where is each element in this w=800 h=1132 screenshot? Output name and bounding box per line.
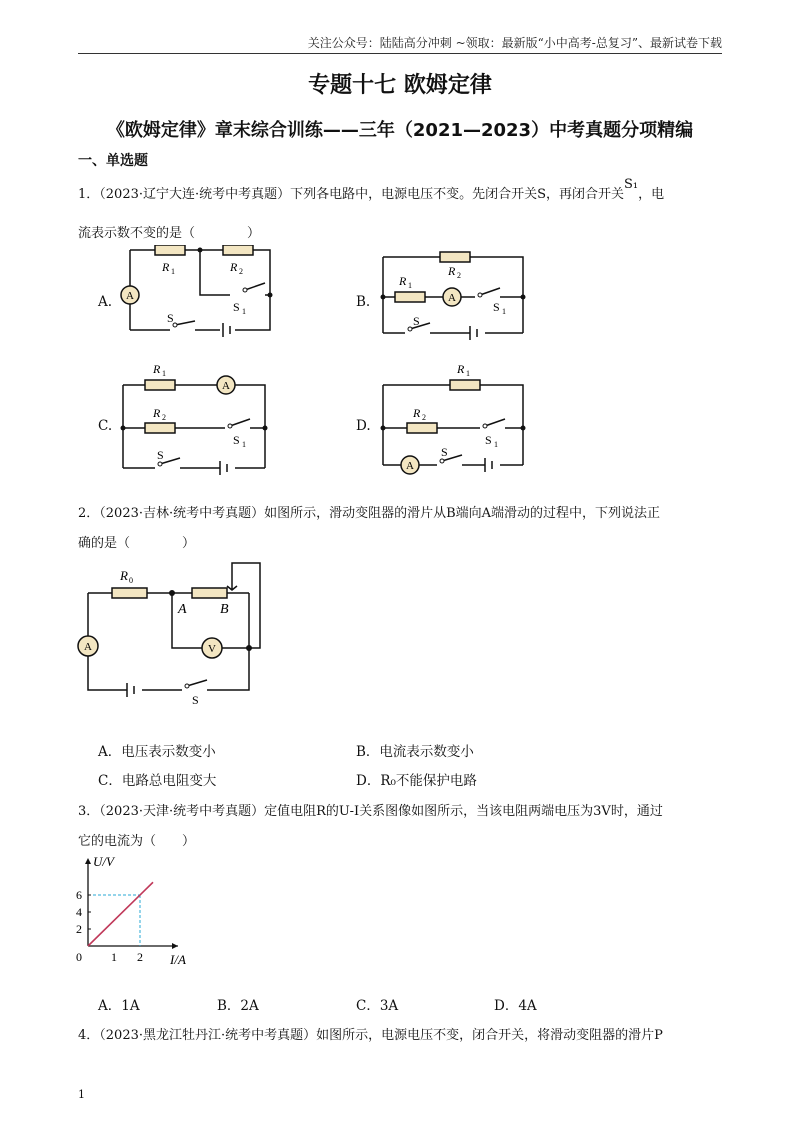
- q3-option-d[interactable]: D．4A: [494, 998, 537, 1014]
- svg-text:0: 0: [129, 576, 133, 585]
- header-rule: [78, 53, 722, 54]
- svg-text:R: R: [457, 362, 465, 376]
- svg-text:A: A: [84, 641, 92, 653]
- q2-option-a[interactable]: A．电压表示数变小: [98, 744, 216, 760]
- x-tick-label: 2: [137, 950, 143, 964]
- svg-text:A: A: [222, 380, 230, 392]
- svg-text:S: S: [441, 445, 448, 459]
- svg-text:1: 1: [408, 281, 412, 290]
- y-tick-label: 2: [76, 922, 82, 936]
- svg-text:S: S: [485, 433, 492, 447]
- y-tick-label: 4: [76, 905, 82, 919]
- q2-line1: 2．（2023·吉林·统考中考真题）如图所示，滑动变阻器的滑片从B端向A端滑动的过程中，下列说法正: [78, 506, 661, 521]
- q1-label-c: C.: [98, 418, 113, 434]
- svg-text:R: R: [120, 568, 128, 583]
- svg-text:S: S: [493, 300, 500, 314]
- svg-text:A: A: [406, 460, 414, 472]
- svg-text:S: S: [233, 300, 240, 314]
- q2-option-c[interactable]: C．电路总电阻变大: [98, 773, 217, 789]
- svg-text:A: A: [178, 602, 187, 617]
- q2-line2: 确的是（ ）: [78, 536, 196, 551]
- q3-option-b[interactable]: B．2A: [217, 998, 259, 1014]
- svg-text:1: 1: [162, 369, 166, 378]
- svg-text:A: A: [448, 292, 456, 304]
- svg-text:B: B: [220, 602, 229, 617]
- series-line: [88, 882, 153, 946]
- svg-text:R: R: [153, 406, 161, 420]
- q2-option-d[interactable]: D．R₀不能保护电路: [356, 773, 477, 789]
- svg-text:R: R: [448, 264, 456, 278]
- q1-line2: 流表示数不变的是（ ）: [78, 226, 261, 241]
- svg-text:2: 2: [422, 413, 426, 422]
- x-axis-arrow: [172, 943, 178, 949]
- svg-text:2: 2: [162, 413, 166, 422]
- circuit-d: [375, 360, 535, 480]
- y-axis-arrow: [85, 858, 91, 864]
- svg-text:1: 1: [494, 440, 498, 449]
- svg-text:S: S: [157, 448, 164, 462]
- svg-text:R: R: [162, 260, 170, 274]
- q3-line2: 它的电流为（ ）: [78, 834, 196, 849]
- q1-label-b: B.: [356, 294, 371, 310]
- section-heading: 一、单选题: [78, 153, 148, 169]
- q3-option-c[interactable]: C．3A: [356, 998, 399, 1014]
- q1-text: 1．（2023·辽宁大连·统考中考真题）下列各电路中，电源电压不变。先闭合开关S，再闭合开关: [78, 187, 625, 202]
- svg-text:2: 2: [239, 267, 243, 276]
- svg-text:S: S: [192, 693, 199, 707]
- q3-line1: 3．（2023·天津·统考中考真题）定值电阻R的U-I关系图像如图所示，当该电阻两端电压为3V时，通过: [78, 804, 663, 819]
- page-subtitle: 《欧姆定律》章末综合训练——三年（2021—2023）中考真题分项精编: [106, 120, 694, 141]
- ui-chart: [70, 850, 210, 970]
- svg-text:1: 1: [466, 369, 470, 378]
- y-tick-label: 6: [76, 888, 82, 902]
- svg-text:2: 2: [457, 271, 461, 280]
- q2-option-b[interactable]: B．电流表示数变小: [356, 744, 474, 760]
- svg-text:R: R: [399, 274, 407, 288]
- x-tick-label: 1: [111, 950, 117, 964]
- circuit-a: [115, 245, 285, 340]
- svg-text:1: 1: [242, 307, 246, 316]
- svg-text:R: R: [153, 362, 161, 376]
- svg-text:S: S: [233, 433, 240, 447]
- circuit-q2: [72, 558, 272, 708]
- svg-text:S: S: [167, 311, 174, 325]
- svg-text:V: V: [208, 643, 216, 655]
- q1-s1: S₁: [624, 177, 639, 192]
- svg-text:1: 1: [242, 440, 246, 449]
- svg-text:R: R: [230, 260, 238, 274]
- q1-line1: [78, 177, 665, 202]
- svg-text:A: A: [126, 290, 134, 302]
- q1-label-a: A.: [98, 294, 113, 310]
- x-tick-label: 0: [76, 950, 82, 964]
- q1-label-d: D.: [356, 418, 371, 434]
- circuit-c: [115, 360, 275, 475]
- svg-text:R: R: [413, 406, 421, 420]
- svg-text:1: 1: [502, 307, 506, 316]
- svg-text:S: S: [413, 314, 420, 328]
- page-number: 1: [78, 1088, 85, 1101]
- page-title: 专题十七 欧姆定律: [308, 73, 492, 98]
- svg-text:1: 1: [171, 267, 175, 276]
- circuit-b: [375, 245, 535, 345]
- header-note: 关注公众号：陆陆高分冲刺 ~领取：最新版“小中高考-总复习”、最新试卷下载: [307, 36, 722, 50]
- q3-option-a[interactable]: A．1A: [98, 998, 140, 1014]
- q1-comma: ，电: [638, 187, 665, 202]
- x-axis-label: I/A: [170, 952, 186, 967]
- q4-line1: 4．（2023·黑龙江牡丹江·统考中考真题）如图所示，电源电压不变，闭合开关，将滑动变阻器的滑片P: [78, 1028, 663, 1043]
- y-axis-label: U/V: [93, 854, 114, 869]
